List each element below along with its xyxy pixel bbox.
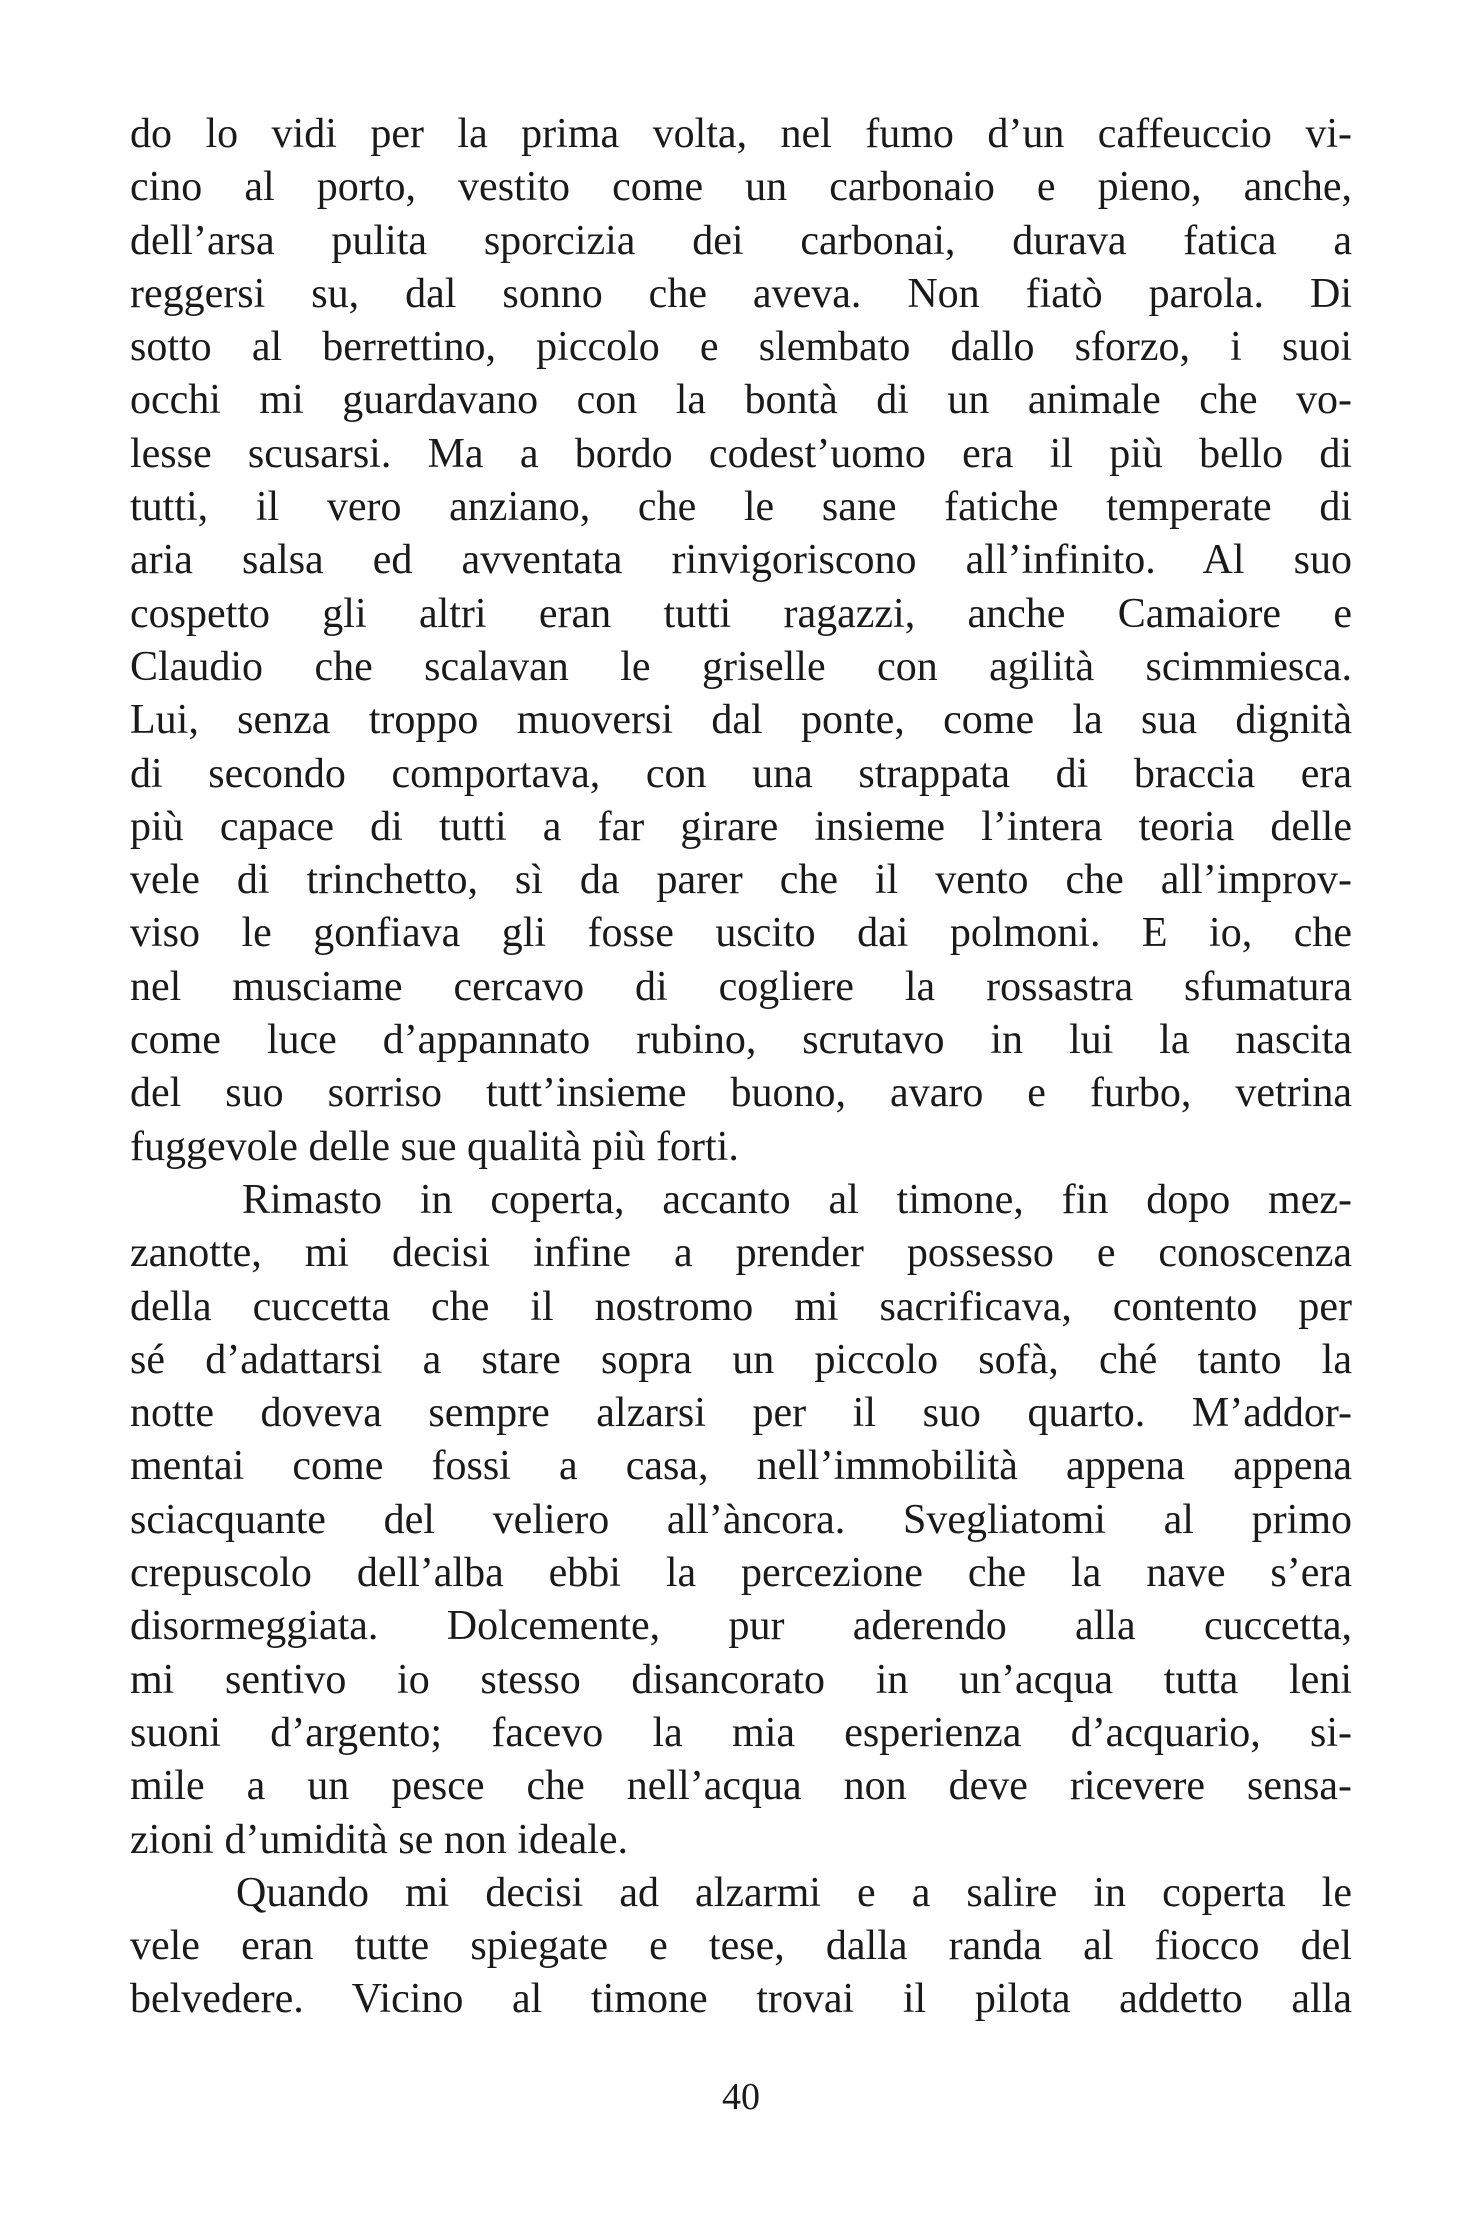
text-line: zanotte, mi decisi infine a prender possesso e conoscenza <box>130 1230 1352 1277</box>
text-line: Rimasto in coperta, accanto al timone, fin dopo mez- <box>242 1176 1352 1223</box>
text-line: tutti, il vero anziano, che le sane fatiche temperate di <box>130 484 1352 531</box>
text-line: vele di trinchetto, sì da parer che il vento che all’improv- <box>130 857 1352 904</box>
text-line: reggersi su, dal sonno che aveva. Non fiatò parola. Di <box>130 270 1352 317</box>
text-line: viso le gonfiava gli fosse uscito dai polmoni. E io, che <box>130 910 1352 957</box>
paragraph-1 <box>130 108 1352 1174</box>
text-line: belvedere. Vicino al timone trovai il pilota addetto alla <box>130 1976 1352 2023</box>
paragraph-3 <box>130 1867 1352 2027</box>
text-line: sciacquante del veliero all’àncora. Svegliatomi al primo <box>130 1496 1352 1543</box>
text-line: disormeggiata. Dolcemente, pur aderendo alla cuccetta, <box>130 1603 1352 1650</box>
text-line: di secondo comportava, con una strappata di braccia era <box>130 750 1352 797</box>
text-line: lesse scusarsi. Ma a bordo codest’uomo era il più bello di <box>130 430 1352 477</box>
text-line: dell’arsa pulita sporcizia dei carbonai, durava fatica a <box>130 217 1352 264</box>
text-line: sotto al berrettino, piccolo e slembato dallo sforzo, i suoi <box>130 324 1352 371</box>
text-line: della cuccetta che il nostromo mi sacrificava, contento per <box>130 1283 1352 1330</box>
text-line: Lui, senza troppo muoversi dal ponte, come la sua dignità <box>130 697 1352 744</box>
text-line: nel musciame cercavo di cogliere la rossastra sfumatura <box>130 963 1352 1010</box>
text-line: suoni d’argento; facevo la mia esperienza d’acquario, si- <box>130 1709 1352 1756</box>
page-number: 40 <box>722 2076 760 2118</box>
text-line: crepuscolo dell’alba ebbi la percezione che la nave s’era <box>130 1550 1352 1597</box>
text-line: sé d’adattarsi a stare sopra un piccolo sofà, ché tanto la <box>130 1336 1352 1383</box>
text-line: vele eran tutte spiegate e tese, dalla randa al fiocco del <box>130 1923 1352 1970</box>
text-line: zioni d’umidità se non ideale. <box>130 1816 629 1863</box>
text-line: Claudio che scalavan le griselle con agilità scimmiesca. <box>130 643 1352 690</box>
text-line: occhi mi guardavano con la bontà di un animale che vo- <box>130 377 1352 424</box>
text-line: fuggevole delle sue qualità più forti. <box>130 1123 739 1170</box>
text-line: Quando mi decisi ad alzarmi e a salire in coperta le <box>236 1869 1352 1916</box>
text-line: mile a un pesce che nell’acqua non deve ricevere sensa- <box>130 1763 1352 1810</box>
text-line: come luce d’appannato rubino, scrutavo in lui la nascita <box>130 1017 1352 1064</box>
text-line: del suo sorriso tutt’insieme buono, avaro e furbo, vetrina <box>130 1070 1352 1117</box>
text-line: cino al porto, vestito come un carbonaio e pieno, anche, <box>130 164 1352 211</box>
text-line: notte doveva sempre alzarsi per il suo quarto. M’addor- <box>130 1390 1352 1437</box>
text-line: cospetto gli altri eran tutti ragazzi, anche Camaiore e <box>130 590 1352 637</box>
paragraph-2 <box>130 1174 1352 1867</box>
text-line: mentai come fossi a casa, nell’immobilità appena appena <box>130 1443 1352 1490</box>
body-text <box>130 108 1352 2027</box>
text-line: do lo vidi per la prima volta, nel fumo d’un caffeuccio vi- <box>130 111 1352 157</box>
text-line: aria salsa ed avventata rinvigoriscono all’infinito. Al suo <box>130 537 1352 584</box>
text-line: mi sentivo io stesso disancorato in un’acqua tutta leni <box>130 1656 1352 1703</box>
text-line: più capace di tutti a far girare insieme l’intera teoria delle <box>130 803 1352 850</box>
